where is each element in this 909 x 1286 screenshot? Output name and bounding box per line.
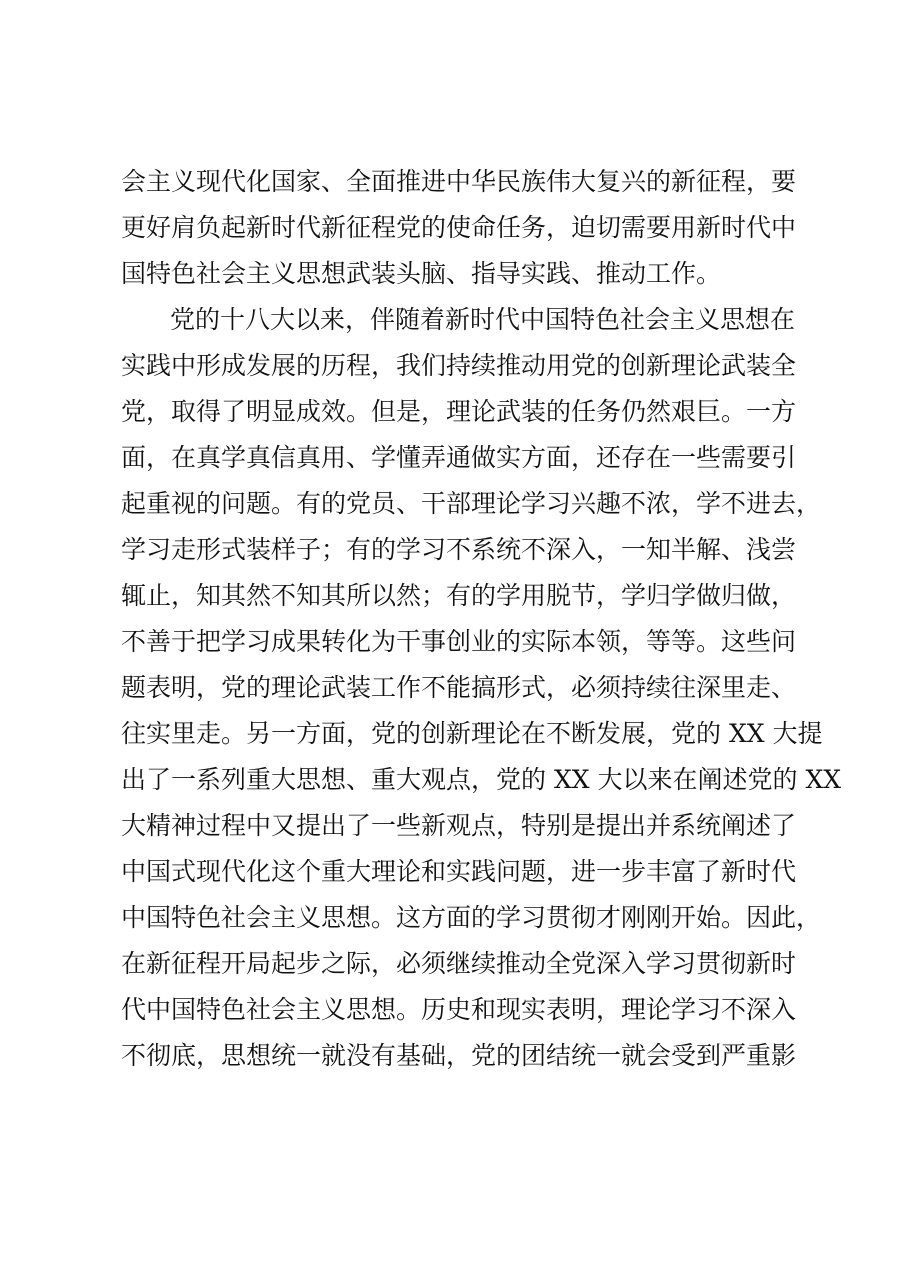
text-line: 起重视的问题。有的党员、干部理论学习兴趣不浓，学不进去，: [121, 489, 822, 518]
paragraph-first-line: 党的十八大以来，伴随着新时代中国特色社会主义思想在: [170, 305, 796, 334]
text-line: 中国式现代化这个重大理论和实践问题，进一步丰富了新时代: [121, 857, 797, 886]
text-line: 往实里走。另一方面，党的创新理论在不断发展，党的 XX 大提: [121, 719, 823, 748]
text-line: 出了一系列重大思想、重大观点，党的 XX 大以来在阐述党的 XX: [121, 765, 842, 794]
text-line: 更好肩负起新时代新征程党的使命任务，迫切需要用新时代中: [121, 213, 797, 242]
text-line: 学习走形式装样子；有的学习不系统不深入，一知半解、浅尝: [121, 535, 797, 564]
text-line: 国特色社会主义思想武装头脑、指导实践、推动工作。: [121, 259, 722, 288]
text-line: 题表明，党的理论武装工作不能搞形式，必须持续往深里走、: [121, 673, 797, 702]
text-line: 在新征程开局起步之际，必须继续推动全党深入学习贯彻新时: [121, 949, 797, 978]
text-line: 面，在真学真信真用、学懂弄通做实方面，还存在一些需要引: [121, 443, 797, 472]
text-line: 代中国特色社会主义思想。历史和现实表明，理论学习不深入: [121, 995, 797, 1024]
text-line: 大精神过程中又提出了一些新观点，特别是提出并系统阐述了: [121, 811, 797, 840]
text-line: 不善于把学习成果转化为干事创业的实际本领，等等。这些问: [121, 627, 797, 656]
text-line: 中国特色社会主义思想。这方面的学习贯彻才刚刚开始。因此，: [121, 903, 822, 932]
text-line: 会主义现代化国家、全面推进中华民族伟大复兴的新征程，要: [121, 167, 797, 196]
text-line: 辄止，知其然不知其所以然；有的学用脱节，学归学做归做，: [121, 581, 797, 610]
text-line: 党，取得了明显成效。但是，理论武装的任务仍然艰巨。一方: [121, 397, 797, 426]
text-line: 实践中形成发展的历程，我们持续推动用党的创新理论武装全: [121, 351, 797, 380]
text-line: 不彻底，思想统一就没有基础，党的团结统一就会受到严重影: [121, 1041, 797, 1070]
